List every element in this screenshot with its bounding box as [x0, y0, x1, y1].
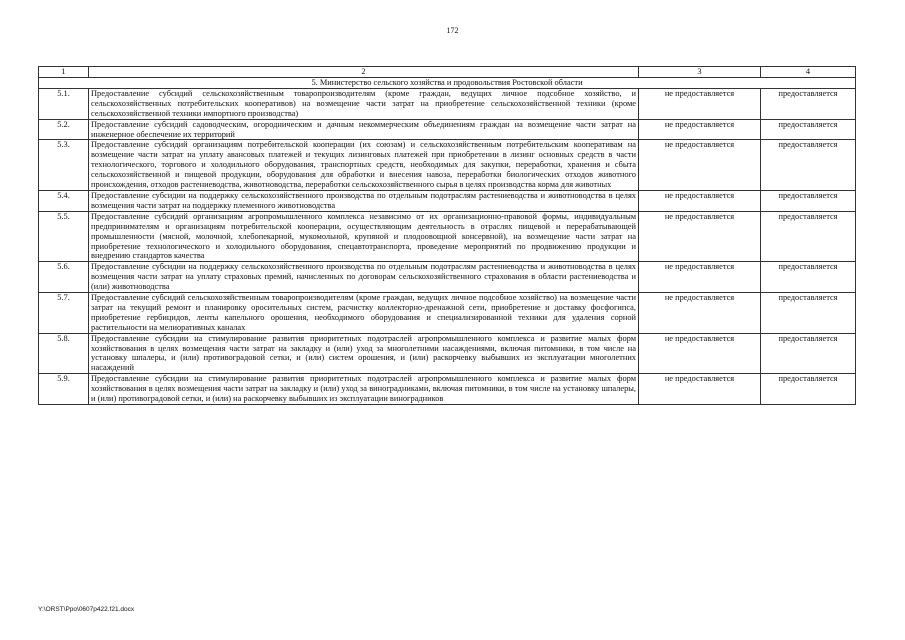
- row-description: Предоставление субсидий сельскохозяйственным товаропроизводителям (кроме граждан, ведущих личное подсобное хозяйство) на возмещение части затрат на текущий ремонт и планировку оросительных систем, расчистку коллекторно-дренажной сети, приобретение и доставку фосфогипса, приобретение гербицидов, ленты капельного орошения, необходимого оборудования и специализированной техники для удаления сорной растительности на мелиоративных каналах: [89, 293, 639, 334]
- table-row: [39, 211, 856, 262]
- row-column-3-value: не предоставляется: [639, 262, 761, 293]
- row-column-4-value: предоставляется: [761, 211, 856, 262]
- row-column-4-value: предоставляется: [761, 374, 856, 405]
- section-title-row: [39, 78, 856, 89]
- row-column-4-value: предоставляется: [761, 88, 856, 119]
- row-column-3-value: не предоставляется: [639, 211, 761, 262]
- table-row: [39, 140, 856, 191]
- row-column-4-value: предоставляется: [761, 333, 856, 374]
- row-column-4-value: предоставляется: [761, 293, 856, 334]
- row-description: Предоставление субсидии на стимулирование развития приоритетных подотраслей агропромышленного комплекса и развитие малых форм хозяйствования в целях возмещения части затрат на закладку и (или) уход за виноградниками, включая питомники, в том числе на установку шпалеры, и (или) противоградовой сетки, и (или) на раскорчевку выбывших из эксплуатации виноградников: [89, 374, 639, 405]
- column-header-1: 1: [39, 67, 89, 78]
- document-file-path: Y:\ORST\Ppo\0607p422.f21.docx: [38, 606, 135, 613]
- row-description: Предоставление субсидий садоводческим, огородническим и дачным некоммерческим объединениям граждан на возмещение части затрат на инженерное обеспечение их территорий: [89, 119, 639, 140]
- table-row: [39, 262, 856, 293]
- row-column-4-value: предоставляется: [761, 140, 856, 191]
- row-column-3-value: не предоставляется: [639, 374, 761, 405]
- column-header-4: 4: [761, 67, 856, 78]
- row-column-3-value: не предоставляется: [639, 88, 761, 119]
- row-number: 5.9.: [39, 374, 89, 405]
- table-row: [39, 88, 856, 119]
- table-row: [39, 119, 856, 140]
- row-column-3-value: не предоставляется: [639, 119, 761, 140]
- row-column-3-value: не предоставляется: [639, 190, 761, 211]
- row-number: 5.6.: [39, 262, 89, 293]
- table-row: [39, 190, 856, 211]
- row-column-3-value: не предоставляется: [639, 140, 761, 191]
- column-header-2: 2: [89, 67, 639, 78]
- row-column-4-value: предоставляется: [761, 190, 856, 211]
- row-number: 5.3.: [39, 140, 89, 191]
- row-number: 5.8.: [39, 333, 89, 374]
- row-column-3-value: не предоставляется: [639, 293, 761, 334]
- page-number: 172: [446, 26, 459, 35]
- row-column-4-value: предоставляется: [761, 262, 856, 293]
- row-number: 5.1.: [39, 88, 89, 119]
- row-number: 5.5.: [39, 211, 89, 262]
- table-row: [39, 293, 856, 334]
- row-description: Предоставление субсидии на поддержку сельскохозяйственного производства по отдельным подотраслям растениеводства и животноводства в целях возмещения части затрат на уплату страховых премий, начисленных по договорам сельскохозяйственного страхования в области растениеводства и (или) животноводства: [89, 262, 639, 293]
- row-column-4-value: предоставляется: [761, 119, 856, 140]
- column-header-3: 3: [639, 67, 761, 78]
- row-number: 5.2.: [39, 119, 89, 140]
- table-row: [39, 374, 856, 405]
- section-title: 5. Министерство сельского хозяйства и продовольствия Ростовской области: [39, 78, 856, 89]
- row-description: Предоставление субсидии на стимулирование развития приоритетных подотраслей агропромышленного комплекса и развитие малых форм хозяйствования в целях возмещения части затрат на закладку и (или) уход за многолетними насаждениями, включая питомники, в том числе на установку шпалеры, и (или) противоградовой сетки, и (или) систем орошения, и (или) раскорчевку выбывших из эксплуатации многолетних насаждений: [89, 333, 639, 374]
- column-number-row: [39, 67, 856, 78]
- row-number: 5.7.: [39, 293, 89, 334]
- row-description: Предоставление субсидий организациям потребительской кооперации (их союзам) и сельскохозяйственным потребительским кооперативам на возмещение части затрат на уплату авансовых платежей и текущих лизинговых платежей при приобретении в лизинг основных средств в части технологического, торгового и холодильного оборудования, транспортных средств, необходимых для закупки, переработки, хранения и сбыта сельскохозяйственной и пищевой продукции, оборудования для обработки и внесения навоза, переработки биологических отходов животного происхождения, отходов растениеводства, животноводства, переработки сельскохозяйственного сырья в целях производства корма для животных: [89, 140, 639, 191]
- table-row: [39, 333, 856, 374]
- subsidies-table: [38, 66, 856, 405]
- row-description: Предоставление субсидии на поддержку сельскохозяйственного производства по отдельным подотраслям растениеводства и животноводства в целях возмещения части затрат на поддержку племенного животноводства: [89, 190, 639, 211]
- row-description: Предоставление субсидий организациям агропромышленного комплекса независимо от их организационно-правовой формы, индивидуальным предпринимателям и организациям потребительской кооперации, осуществляющим деятельность в отраслях пищевой и перерабатывающей промышленности (мясной, молочной, хлебопекарной, мукомольной, крупяной и плодоовощной консервной), на возмещение части затрат на приобретение технологического и холодильного оборудования, спецавтотранспорта, проведение мероприятий по продвижению продукции и внедрению стандартов качества: [89, 211, 639, 262]
- row-column-3-value: не предоставляется: [639, 333, 761, 374]
- row-number: 5.4.: [39, 190, 89, 211]
- row-description: Предоставление субсидий сельскохозяйственным товаропроизводителям (кроме граждан, ведущих личное подсобное хозяйство, и сельскохозяйственных потребительских кооперативов) на возмещение части затрат на приобретение сельскохозяйственной техники (кроме сельскохозяйственной техники импортного производства): [89, 88, 639, 119]
